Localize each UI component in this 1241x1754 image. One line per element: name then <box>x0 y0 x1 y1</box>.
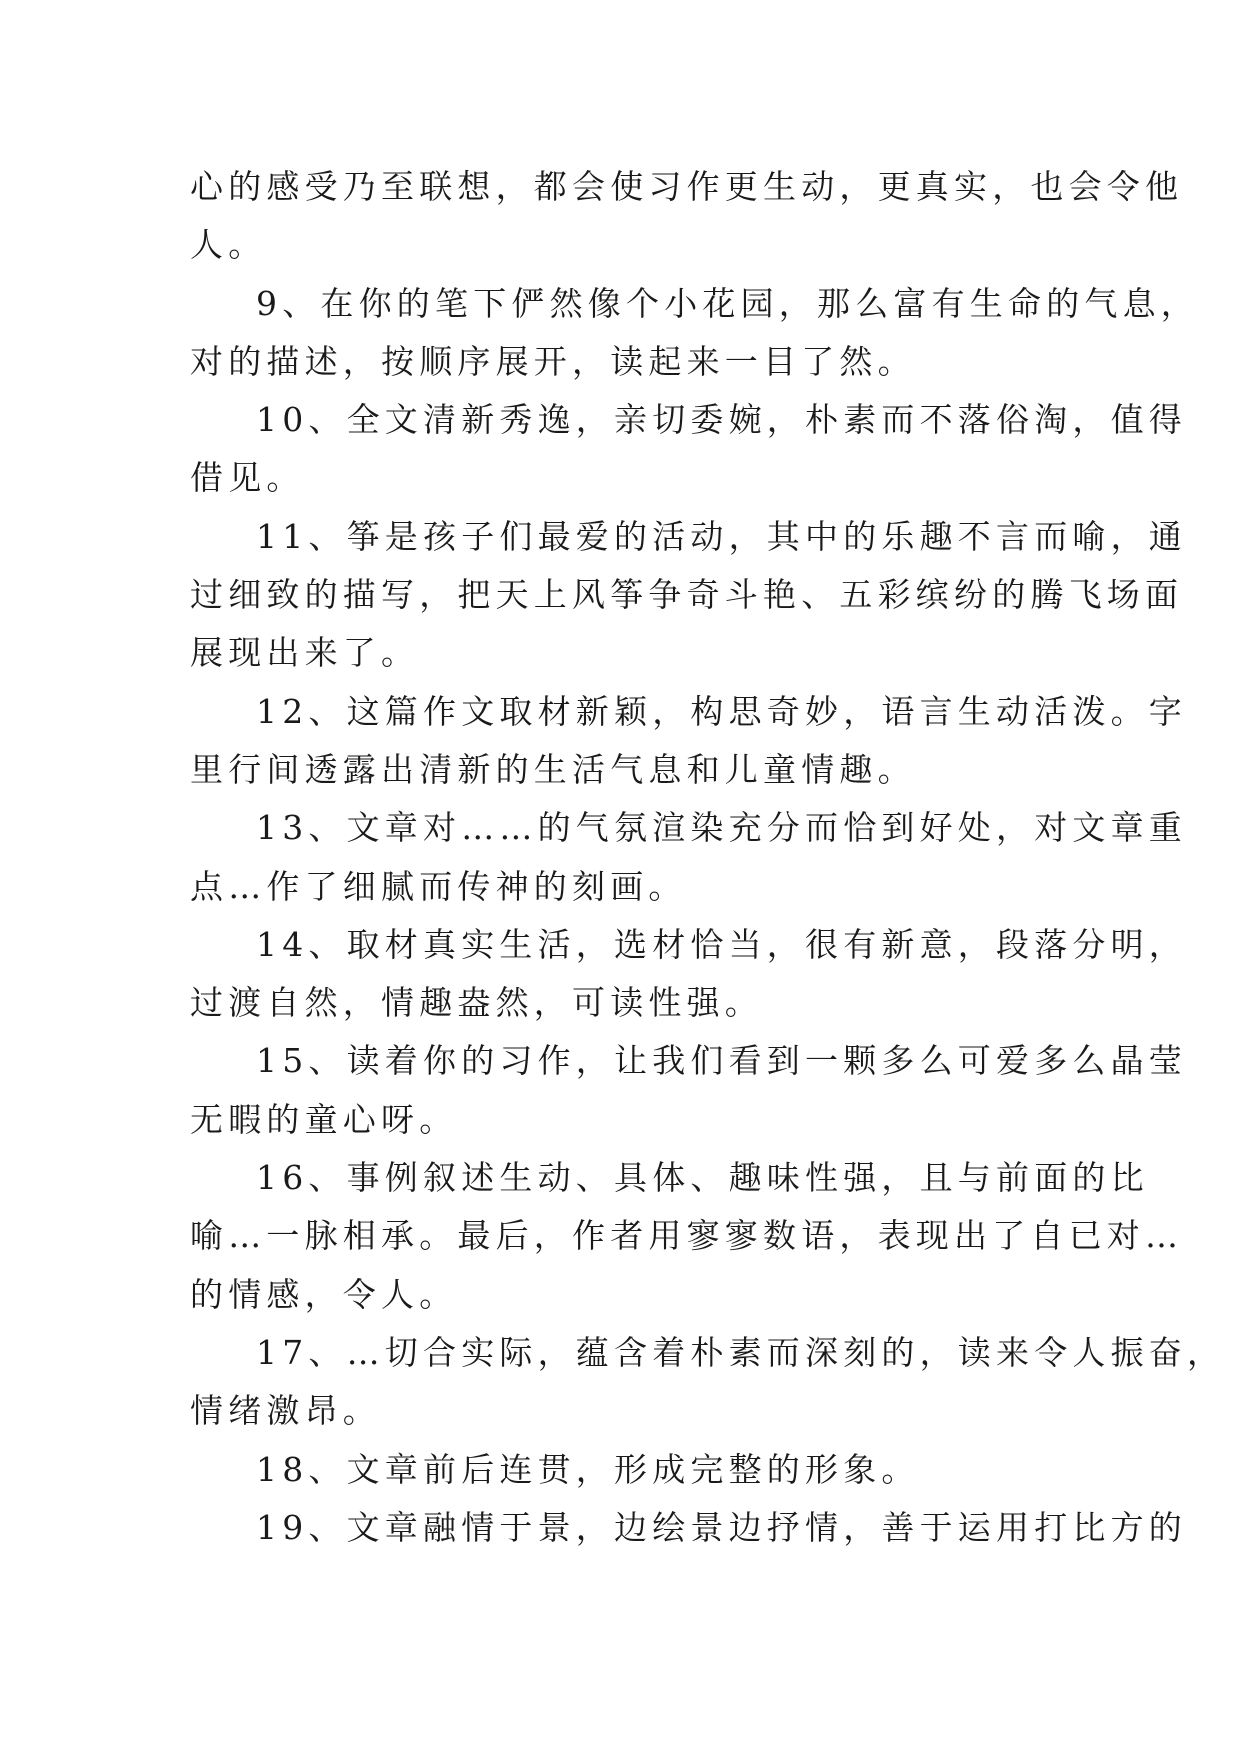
text-line: 心的感受乃至联想，都会使习作更生动，更真实，也会令他 <box>190 167 1184 206</box>
text-line: 对的描述，按顺序展开，读起来一目了然。 <box>190 341 916 381</box>
text-line: 的情感，令人。 <box>190 1274 458 1314</box>
paragraph-19-start: 19、文章融情于景，边绘景边抒情，善于运用打比方的 <box>256 1507 1187 1547</box>
paragraph-12-start: 12、这篇作文取材新颖，构思奇妙，语言生动活泼。字 <box>256 691 1187 731</box>
text-line: 过渡自然，情趣盎然，可读性强。 <box>190 983 763 1023</box>
paragraph-13-start: 13、文章对……的气氛渲染充分而恰到好处，对文章重 <box>256 808 1187 848</box>
text-line: 人。 <box>190 225 267 265</box>
paragraph-16-start: 16、事例叙述生动、具体、趣味性强，且与前面的比 <box>256 1158 1149 1198</box>
text-line: 里行间透露出清新的生活气息和儿童情趣。 <box>190 749 916 789</box>
text-line: 无暇的童心呀。 <box>190 1099 458 1139</box>
text-line: 喻…一脉相承。最后，作者用寥寥数语，表现出了自已对… <box>190 1216 1184 1256</box>
document-body <box>190 158 1226 1557</box>
paragraph-14-start: 14、取材真实生活，选材恰当，很有新意，段落分明， <box>256 924 1187 964</box>
text-line: 借见。 <box>190 458 305 498</box>
text-line: 点…作了细腻而传神的刻画。 <box>190 866 687 906</box>
paragraph-10-start: 10、全文清新秀逸，亲切委婉，朴素而不落俗淘，值得 <box>256 400 1187 440</box>
text-line: 情绪激昂。 <box>190 1391 381 1431</box>
text-line: 展现出来了。 <box>190 633 420 673</box>
paragraph-17-start: 17、…切合实际，蕴含着朴素而深刻的，读来令人振奋， <box>256 1332 1226 1372</box>
text-line: 过细致的描写，把天上风筝争奇斗艳、五彩缤纷的腾飞场面 <box>190 575 1184 615</box>
paragraph-9-start: 9、在你的笔下俨然像个小花园，那么富有生命的气息， <box>256 283 1199 323</box>
paragraph-11-start: 11、筝是孩子们最爱的活动，其中的乐趣不言而喻，通 <box>256 516 1187 556</box>
paragraph-15-start: 15、读着你的习作，让我们看到一颗多么可爱多么晶莹 <box>256 1041 1187 1081</box>
paragraph-18-start: 18、文章前后连贯，形成完整的形象。 <box>256 1449 920 1489</box>
